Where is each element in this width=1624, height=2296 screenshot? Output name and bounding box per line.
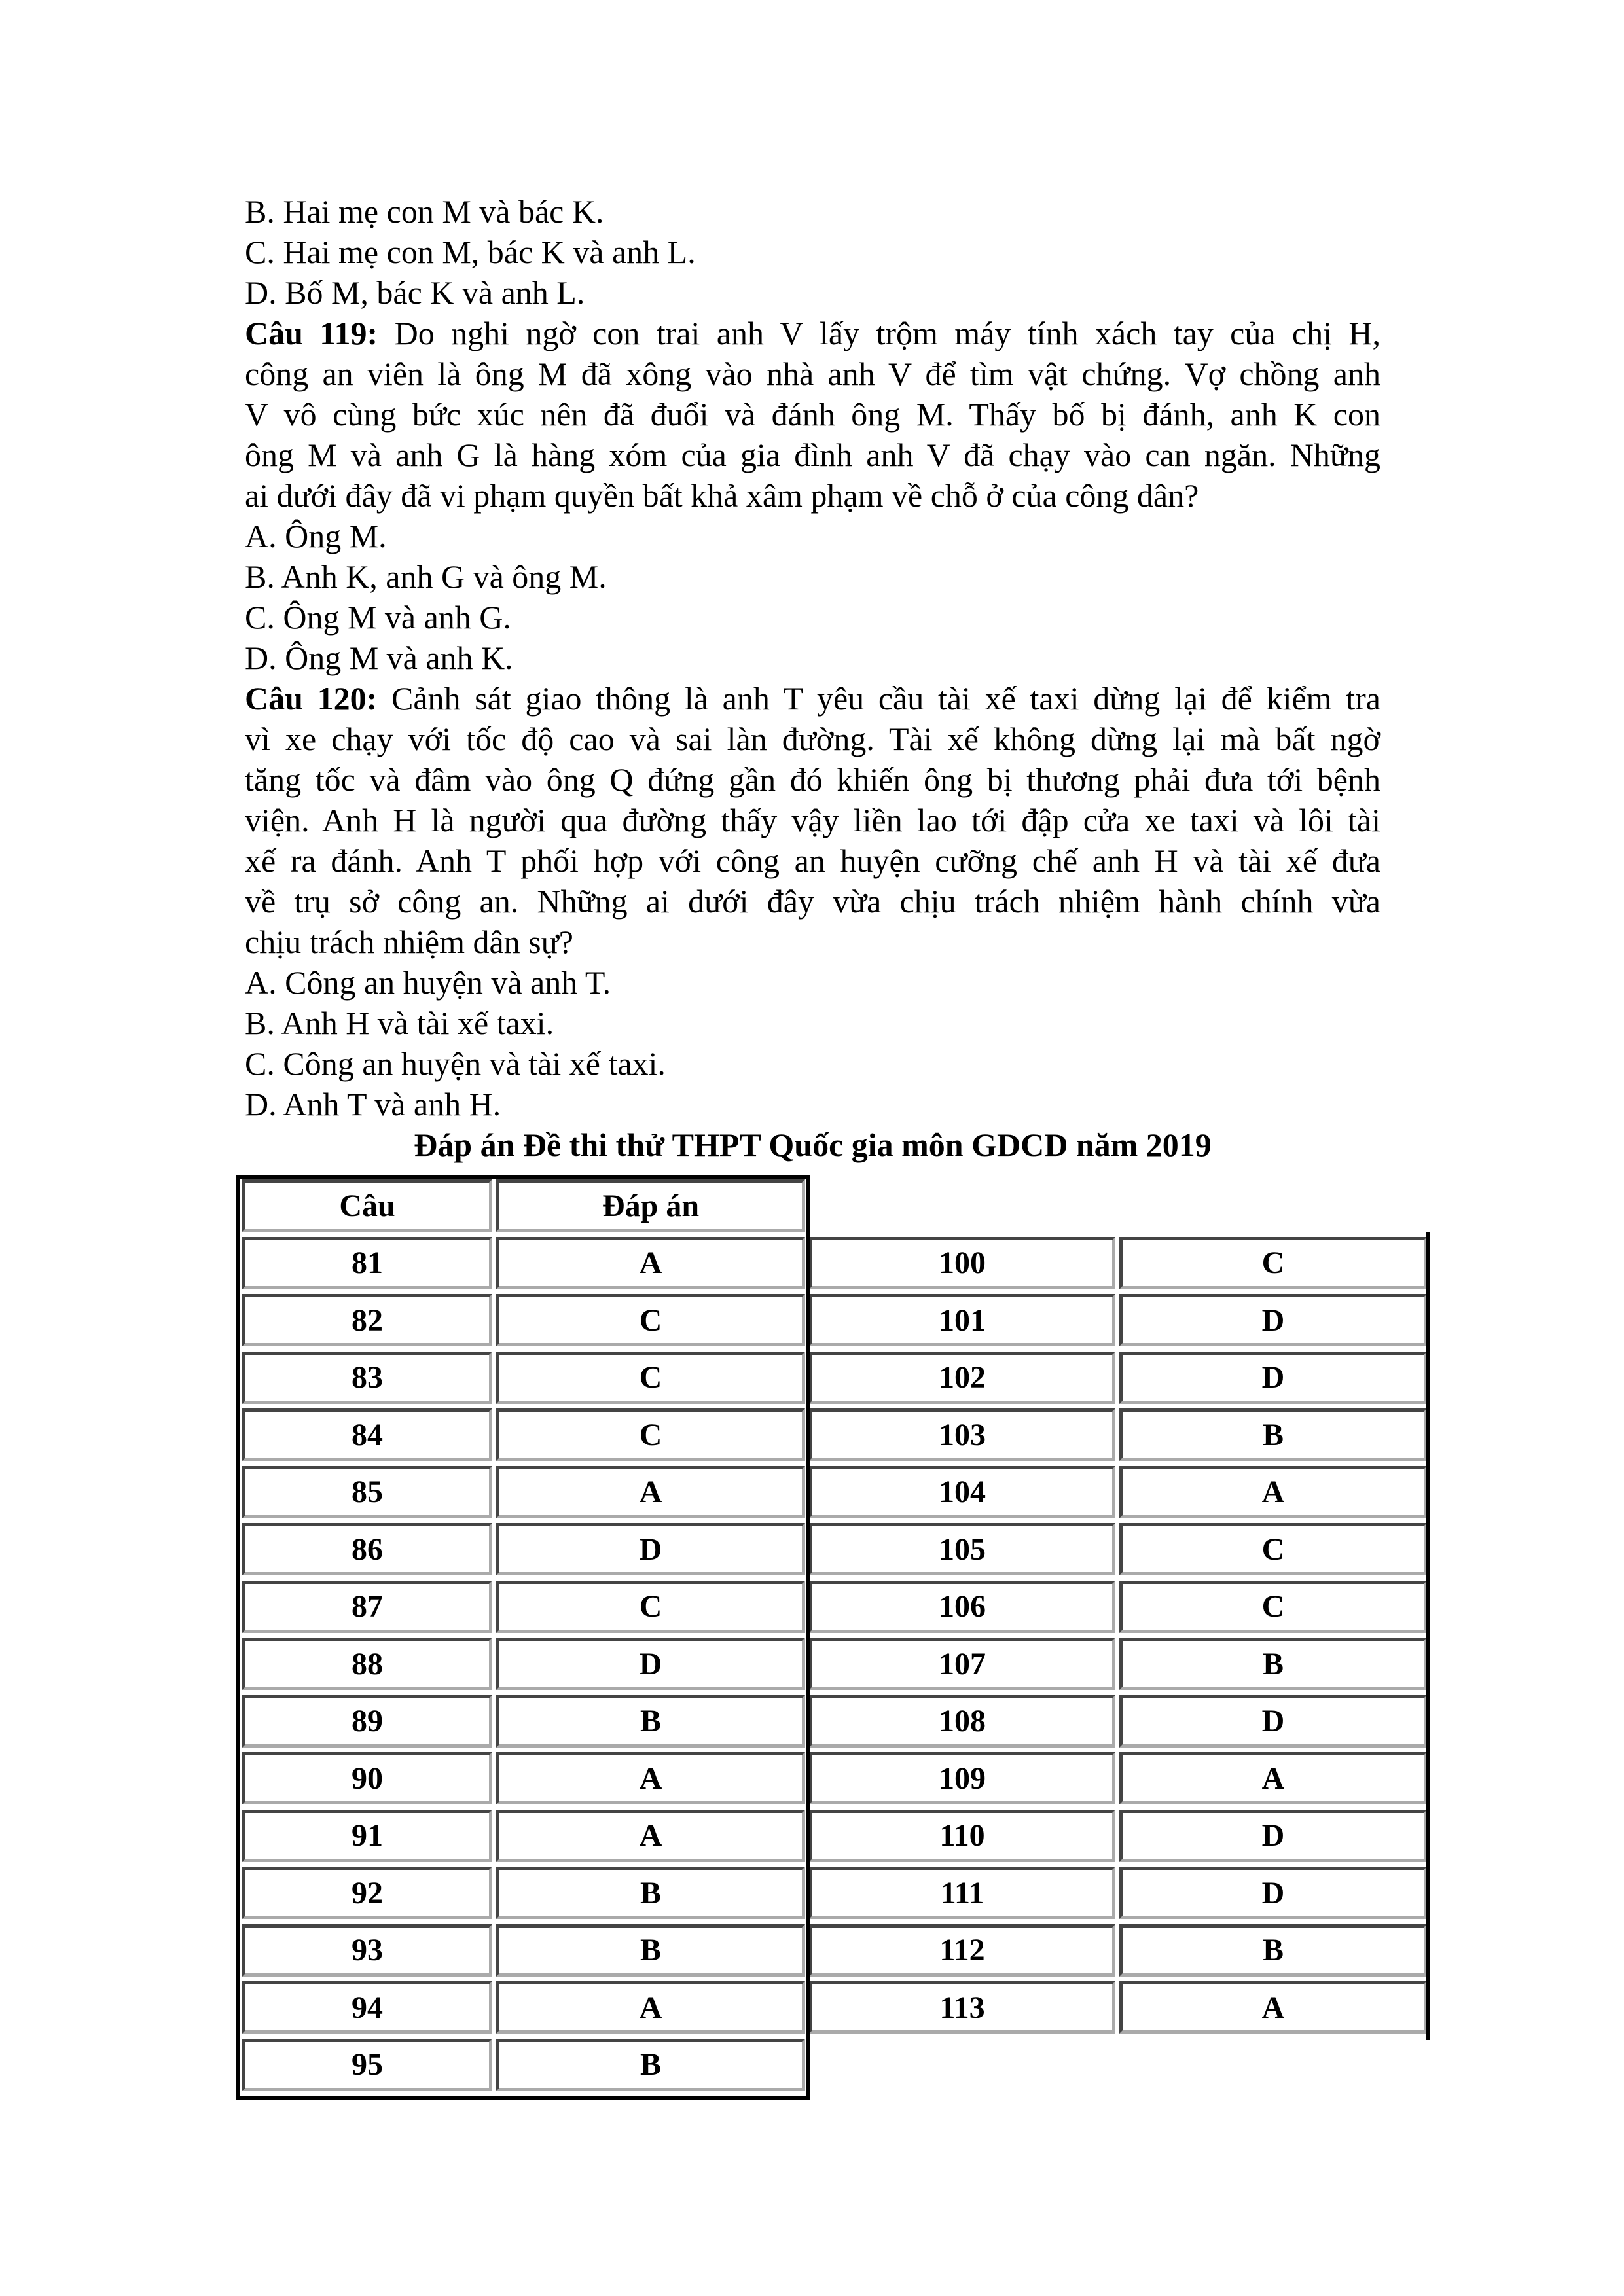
question-120-line: tăng tốc và đâm vào ông Q đứng gần đó khiến ông bị thương phải đưa tới bệnh — [245, 761, 1380, 798]
answer-cell: A — [496, 1237, 805, 1289]
answer-cell: B — [1119, 1408, 1427, 1461]
question-number-cell: 100 — [809, 1237, 1115, 1289]
option-line: B. Hai mẹ con M và bác K. — [245, 193, 604, 230]
answer-cell: B — [496, 1924, 805, 1977]
answer-cell: D — [1119, 1695, 1427, 1748]
answer-cell: B — [496, 2039, 805, 2091]
question-number-cell: 83 — [242, 1352, 492, 1404]
answer-cell: A — [1119, 1752, 1427, 1804]
option-line: D. Ông M và anh K. — [245, 639, 513, 676]
question-119-line: công an viên là ông M đã xông vào nhà anh V để tìm vật chứng. Vợ chồng anh — [245, 355, 1380, 392]
question-number-cell: 108 — [809, 1695, 1115, 1748]
question-120-line: xế ra đánh. Anh T phối hợp với công an huyện cưỡng chế anh H và tài xế đưa — [245, 842, 1380, 879]
header-cell-dap-an: Đáp án — [496, 1179, 805, 1232]
question-number-cell: 101 — [809, 1294, 1115, 1346]
answer-cell: D — [1119, 1352, 1427, 1404]
answer-cell: B — [496, 1695, 805, 1748]
answer-cell: A — [496, 1981, 805, 2034]
question-number-cell: 85 — [242, 1466, 492, 1518]
answer-cell: C — [496, 1352, 805, 1404]
table-frame-right — [805, 1232, 1430, 2040]
question-number-cell: 102 — [809, 1352, 1115, 1404]
answer-cell: A — [496, 1466, 805, 1518]
question-119-line: ông M và anh G là hàng xóm của gia đình anh V đã chạy vào can ngăn. Những — [245, 437, 1380, 473]
answer-cell: C — [1119, 1581, 1427, 1633]
question-120-line: vì xe chạy với tốc độ cao và sai làn đường. Tài xế không dừng lại mà bất ngờ — [245, 721, 1380, 757]
answer-cell: A — [496, 1810, 805, 1862]
question-119-label: Câu 119: — [245, 315, 378, 351]
question-number-cell: 95 — [242, 2039, 492, 2091]
question-number-cell: 89 — [242, 1695, 492, 1748]
question-number-cell: 104 — [809, 1466, 1115, 1518]
answer-cell: D — [496, 1638, 805, 1690]
answer-cell: D — [1119, 1810, 1427, 1862]
answer-cell: B — [1119, 1638, 1427, 1690]
question-number-cell: 84 — [242, 1408, 492, 1461]
question-number-cell: 92 — [242, 1867, 492, 1919]
option-line: C. Công an huyện và tài xế taxi. — [245, 1045, 666, 1082]
option-line: D. Anh T và anh H. — [245, 1086, 501, 1122]
question-119-line: Câu 119: Do nghi ngờ con trai anh V lấy trộm máy tính xách tay của chị H, — [245, 315, 1381, 351]
question-number-cell: 105 — [809, 1523, 1115, 1575]
answer-cell: D — [1119, 1294, 1427, 1346]
option-line: A. Ông M. — [245, 518, 387, 554]
answer-cell: D — [1119, 1867, 1427, 1919]
question-number-cell: 81 — [242, 1237, 492, 1289]
question-number-cell: 94 — [242, 1981, 492, 2034]
question-number-cell: 88 — [242, 1638, 492, 1690]
option-line: B. Anh H và tài xế taxi. — [245, 1005, 554, 1041]
question-number-cell: 106 — [809, 1581, 1115, 1633]
question-number-cell: 82 — [242, 1294, 492, 1346]
answer-cell: C — [496, 1581, 805, 1633]
question-number-cell: 91 — [242, 1810, 492, 1862]
header-cell-cau: Câu — [242, 1179, 492, 1232]
answer-cell: C — [1119, 1237, 1427, 1289]
question-number-cell: 110 — [809, 1810, 1115, 1862]
answer-cell: C — [496, 1408, 805, 1461]
question-number-cell: 109 — [809, 1752, 1115, 1804]
table-frame-left — [236, 1175, 810, 2100]
question-119-line: ai dưới đây đã vi phạm quyền bất khả xâm phạm về chỗ ở của công dân? — [245, 477, 1199, 514]
option-line: B. Anh K, anh G và ông M. — [245, 558, 607, 595]
question-number-cell: 111 — [809, 1867, 1115, 1919]
question-number-cell: 103 — [809, 1408, 1115, 1461]
question-120-line: chịu trách nhiệm dân sự? — [245, 924, 573, 960]
question-number-cell: 93 — [242, 1924, 492, 1977]
answer-table-title: Đáp án Đề thi thử THPT Quốc gia môn GDCD năm 2019 — [414, 1126, 1212, 1163]
option-line: D. Bố M, bác K và anh L. — [245, 274, 585, 311]
option-line: C. Ông M và anh G. — [245, 599, 511, 636]
option-line: C. Hai mẹ con M, bác K và anh L. — [245, 234, 696, 270]
option-line: A. Công an huyện và anh T. — [245, 964, 611, 1001]
answer-cell: D — [496, 1523, 805, 1575]
answer-cell: B — [496, 1867, 805, 1919]
question-119-line: V vô cùng bức xúc nên đã đuổi và đánh ông M. Thấy bố bị đánh, anh K con — [245, 396, 1380, 433]
answer-cell: A — [496, 1752, 805, 1804]
answer-cell: C — [496, 1294, 805, 1346]
question-number-cell: 90 — [242, 1752, 492, 1804]
question-120-line: viện. Anh H là người qua đường thấy vậy liền lao tới đập cửa xe taxi và lôi tài — [245, 802, 1380, 838]
question-number-cell: 113 — [809, 1981, 1115, 2034]
question-number-cell: 112 — [809, 1924, 1115, 1977]
answer-cell: A — [1119, 1466, 1427, 1518]
question-text-block — [245, 191, 1380, 1124]
question-number-cell: 87 — [242, 1581, 492, 1633]
question-120-line: về trụ sở công an. Những ai dưới đây vừa chịu trách nhiệm hành chính vừa — [245, 883, 1380, 920]
question-number-cell: 86 — [242, 1523, 492, 1575]
answer-cell: C — [1119, 1523, 1427, 1575]
question-120-line: Câu 120: Cảnh sát giao thông là anh T yêu cầu tài xế taxi dừng lại để kiểm tra — [245, 680, 1380, 717]
question-120-label: Câu 120: — [245, 680, 378, 717]
answer-cell: A — [1119, 1981, 1427, 2034]
question-number-cell: 107 — [809, 1638, 1115, 1690]
answer-cell: B — [1119, 1924, 1427, 1977]
